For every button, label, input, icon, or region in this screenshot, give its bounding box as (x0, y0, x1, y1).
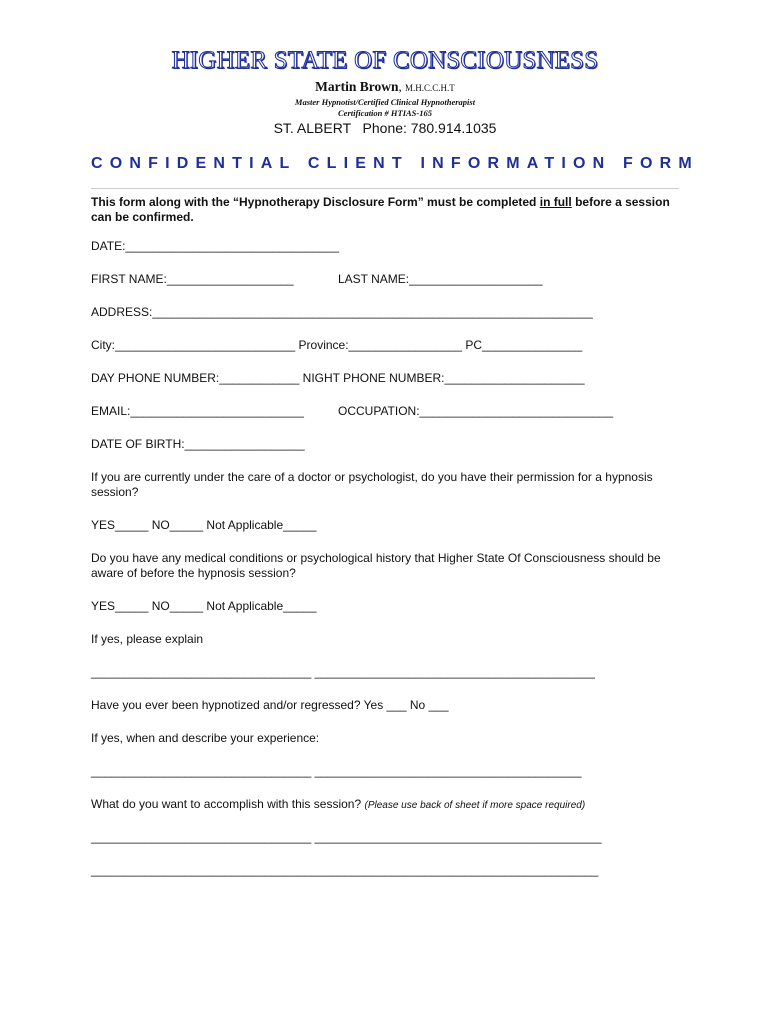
page-title: HIGHER STATE OF CONSCIOUSNESS (171, 47, 599, 74)
email-field[interactable]: EMAIL:__________________________ (91, 404, 304, 418)
medical-history-question: Do you have any medical conditions or psychological history that Higher State Of Consciousness should be aware of before the hypnosis session? (91, 551, 661, 580)
intro-text (91, 195, 681, 225)
experience-prompt: If yes, when and describe your experience: (91, 731, 320, 745)
first-name-field[interactable]: FIRST NAME:___________________ (91, 272, 294, 286)
doctor-permission-question: If you are currently under the care of a doctor or psychologist, do you have their permission for a hypnosis session? (91, 470, 653, 499)
practitioner-line: Martin Brown, M.H.C.C.H.T (315, 79, 455, 94)
certification-number: Certification # HTIAS-165 (338, 108, 432, 118)
explain-blank[interactable]: _________________________________ __________________________________________ (91, 665, 595, 679)
hypnotized-question[interactable]: Have you ever been hypnotized and/or regressed? Yes ___ No ___ (91, 698, 449, 712)
occupation-field[interactable]: OCCUPATION:_____________________________ (338, 404, 614, 418)
phone-numbers-field[interactable]: DAY PHONE NUMBER:____________ NIGHT PHONE NUMBER:_____________________ (91, 371, 585, 385)
practitioner-name: Martin Brown (315, 79, 399, 94)
intro-text-part: before a session can be confirmed. (91, 195, 670, 224)
heading-divider (91, 188, 679, 189)
goal-blank-1[interactable]: _________________________________ ___________________________________________ (91, 830, 602, 844)
goal-question (91, 797, 585, 813)
contact-line: ST. ALBERT Phone: 780.914.1035 (273, 120, 497, 136)
intro-text-part: This form along with the “Hypnotherapy Disclosure Form” must be completed (91, 195, 540, 209)
city-province-pc-field[interactable]: City:___________________________ Province:_________________ PC_______________ (91, 338, 583, 352)
explain-prompt: If yes, please explain (91, 632, 204, 646)
practitioner-title: Master Hypnotist/Certified Clinical Hypnotherapist (294, 97, 476, 107)
intro-underlined: in full (539, 195, 572, 209)
experience-blank[interactable]: _________________________________ ________________________________________ (91, 764, 582, 778)
goal-blank-2[interactable]: ____________________________________________________________________________ (91, 863, 599, 877)
medical-history-options[interactable]: YES_____ NO_____ Not Applicable_____ (91, 599, 317, 613)
goal-question-text: What do you want to accomplish with this session? (91, 797, 362, 811)
practitioner-credentials: M.H.C.C.H.T (405, 83, 455, 93)
date-field[interactable]: DATE:________________________________ (91, 239, 340, 253)
goal-question-note: (Please use back of sheet if more space required) (364, 800, 586, 811)
form-heading: CONFIDENTIAL CLIENT INFORMATION FORM (91, 155, 699, 172)
address-field[interactable]: ADDRESS:__________________________________________________________________ (91, 305, 593, 319)
date-of-birth-field[interactable]: DATE OF BIRTH:__________________ (91, 437, 305, 451)
last-name-field[interactable]: LAST NAME:____________________ (338, 272, 543, 286)
doctor-permission-options[interactable]: YES_____ NO_____ Not Applicable_____ (91, 518, 317, 532)
